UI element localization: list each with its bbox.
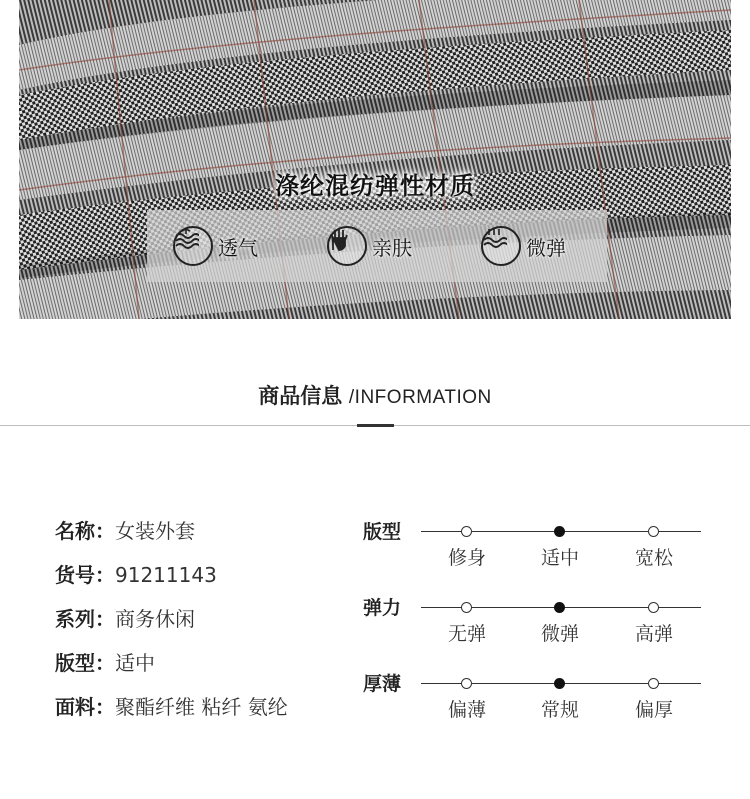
scale-name: 版型 — [363, 521, 402, 543]
scale-dot-selected — [554, 602, 565, 613]
banner-title: 涤纶混纺弹性材质 — [275, 172, 475, 200]
scale-option: 高弹 — [634, 623, 673, 645]
scale-name: 厚薄 — [363, 673, 402, 695]
scale-elasticity — [363, 593, 703, 653]
info-value: 女装外套 — [115, 519, 195, 543]
info-key: 面料： — [55, 695, 115, 719]
stretch-icon — [481, 226, 521, 266]
scale-dot — [461, 526, 472, 537]
info-value: 适中 — [115, 651, 155, 675]
wave-icon — [173, 226, 213, 266]
info-key: 系列： — [55, 607, 115, 631]
scale-name: 弹力 — [363, 597, 402, 619]
scale-option: 偏厚 — [634, 699, 673, 721]
scale-dot — [461, 678, 472, 689]
section-title-en: /INFORMATION — [348, 387, 492, 408]
info-row-series — [55, 605, 288, 649]
fabric-banner — [19, 0, 731, 319]
hand-icon — [327, 226, 367, 266]
scale-dot-selected — [554, 678, 565, 689]
scale-option: 微弹 — [540, 623, 579, 645]
scale-option: 偏薄 — [447, 699, 486, 721]
info-key: 货号： — [55, 563, 115, 587]
info-row-fabric — [55, 693, 288, 737]
feature-skin-friendly — [327, 226, 412, 266]
info-key: 版型： — [55, 651, 115, 675]
feature-label: 亲肤 — [372, 235, 412, 260]
scale-dot — [648, 526, 659, 537]
scale-dot — [648, 602, 659, 613]
info-value: 91211143 — [115, 563, 217, 587]
scale-option: 适中 — [540, 547, 579, 569]
feature-label: 微弹 — [526, 235, 566, 260]
scale-dot-selected — [554, 526, 565, 537]
feature-slight-stretch — [481, 226, 566, 266]
feature-bar — [147, 210, 607, 282]
section-title — [0, 380, 750, 410]
scale-option: 常规 — [540, 699, 579, 721]
info-row-name — [55, 517, 288, 561]
scale-option: 修身 — [447, 547, 486, 569]
info-key: 名称： — [55, 519, 115, 543]
section-title-cn: 商品信息 — [258, 384, 343, 408]
info-value: 商务休闲 — [115, 607, 195, 631]
info-row-fit — [55, 649, 288, 693]
scale-option: 宽松 — [634, 547, 673, 569]
info-value: 聚酯纤维 粘纤 氨纶 — [115, 695, 288, 719]
scale-fit — [363, 517, 703, 577]
product-info-list — [55, 517, 288, 737]
info-row-item-number — [55, 561, 288, 605]
scale-thickness — [363, 669, 703, 729]
scale-dot — [648, 678, 659, 689]
feature-breathable — [173, 226, 258, 266]
section-divider-accent — [357, 424, 394, 427]
scale-dot — [461, 602, 472, 613]
scale-option: 无弹 — [447, 623, 486, 645]
feature-label: 透气 — [218, 235, 258, 260]
